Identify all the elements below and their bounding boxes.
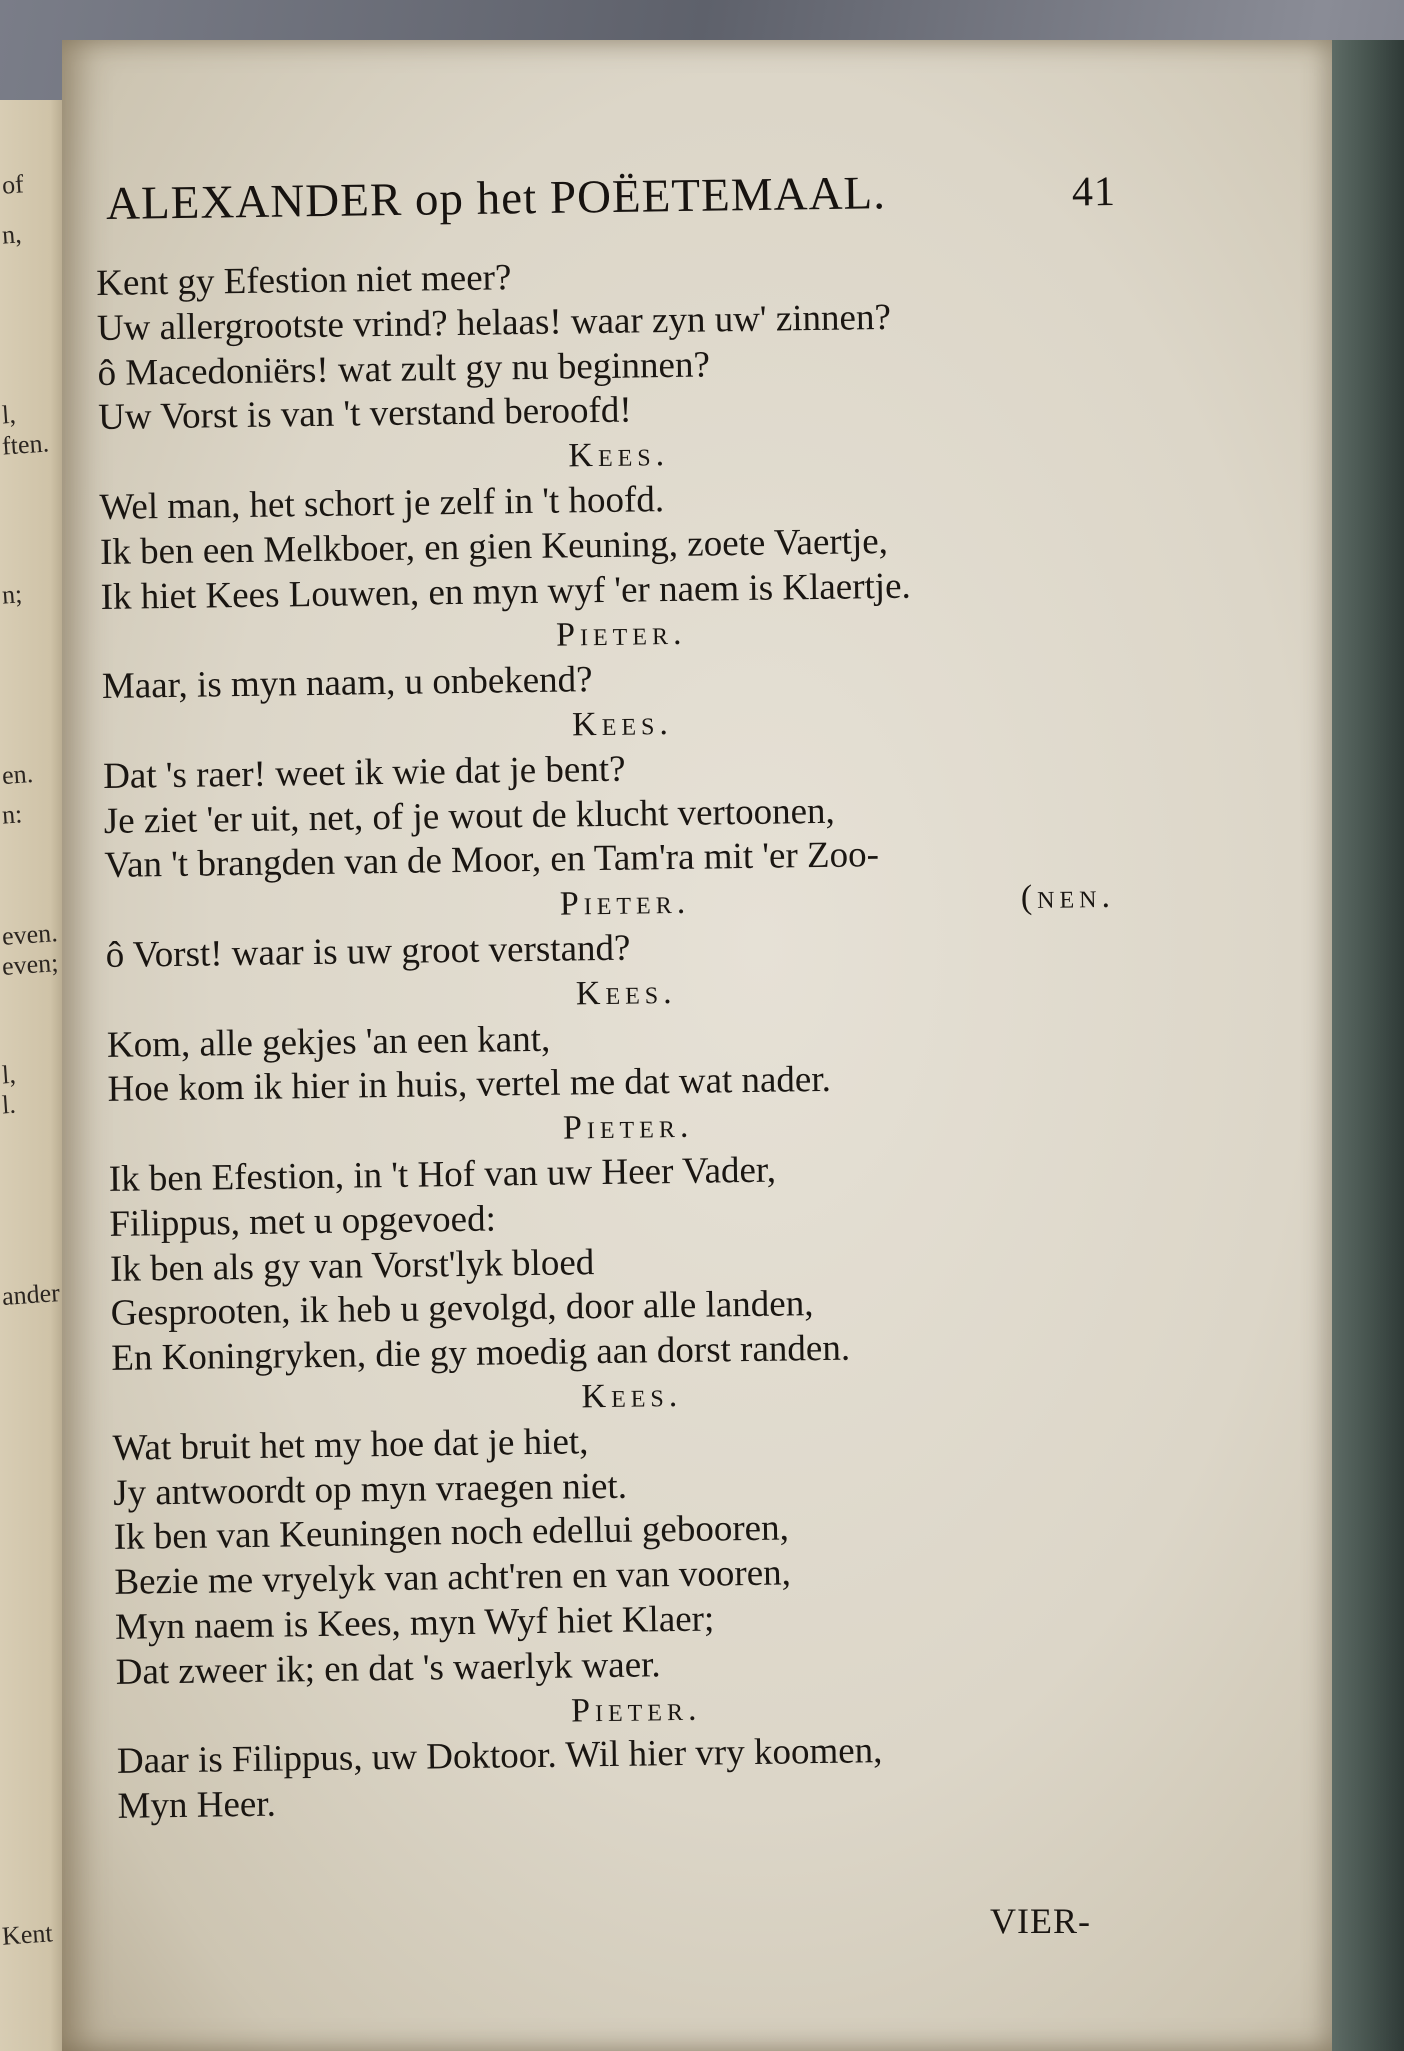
verse-text: Maar, is myn naam, u onbekend?	[101, 659, 593, 708]
facing-page-fragment: l,	[0, 1059, 17, 1090]
speaker-label: Pieter.	[559, 883, 691, 923]
facing-page-fragment: of	[0, 169, 25, 200]
speaker-label: Pieter.	[570, 1690, 702, 1730]
speaker-label: Kees.	[568, 436, 670, 475]
verse-text: Uw Vorst is van 't verstand beroofd!	[97, 389, 632, 439]
verse-text: ô Macedoniërs! wat zult gy nu beginnen?	[97, 344, 711, 394]
verse-text: Kom, alle gekjes 'an een kant,	[106, 1018, 551, 1066]
facing-page-fragment: en.	[0, 758, 34, 791]
facing-page-fragment: ften.	[1, 428, 50, 461]
verse-text: Dat 's raer! weet ik wie dat je bent?	[102, 748, 626, 797]
verse-text: Myn Heer.	[117, 1783, 277, 1827]
facing-page-fragment: n:	[0, 799, 24, 830]
facing-page-fragment: ander	[1, 1278, 61, 1311]
verse-text: Wat bruit het my hoe dat je hiet,	[112, 1420, 589, 1469]
verse-text: Myn naem is Kees, myn Wyf hiet Klaer;	[114, 1598, 715, 1648]
facing-page-fragment: n,	[0, 219, 23, 250]
verse-text: Ik ben van Keuningen noch edellui gebooren,	[113, 1507, 790, 1559]
catchword: VIER-	[990, 1901, 1091, 1941]
verse-text: Je ziet 'er uit, net, of je wout de klucht vertoonen,	[103, 790, 836, 842]
facing-page-fragment: even;	[1, 948, 60, 981]
verse-text: Kent gy Efestion niet meer?	[96, 257, 512, 304]
verse-text: Bezie me vryelyk van acht'ren en van vooren,	[114, 1552, 792, 1603]
verse-text: Wel man, het schort je zelf in 't hoofd.	[99, 479, 665, 528]
speaker-label: Kees.	[571, 704, 674, 744]
text-block	[96, 247, 1158, 1829]
verse-text: Daar is Filippus, uw Doktoor. Wil hier vry koomen,	[116, 1730, 883, 1783]
verse-text: Uw allergrootste vrind? helaas! waar zyn uw' zinnen?	[96, 296, 892, 349]
facing-page-fragment: l,	[0, 399, 17, 430]
page-number: 41	[1071, 168, 1117, 216]
verse-text: Ik ben Efestion, in 't Hof van uw Heer Vader,	[108, 1149, 777, 1200]
verse-text: Ik ben als gy van Vorst'lyk bloed	[109, 1241, 595, 1290]
verse-text: Van 't brangden van de Moor, en Tam'ra mit 'er Zoo-	[104, 834, 880, 887]
speaker-label: Kees.	[581, 1376, 683, 1416]
verse-text: Jy antwoordt op myn vraegen niet.	[112, 1465, 628, 1514]
verse-text: Ik hiet Kees Louwen, en myn wyf 'er naem is Klaertje.	[100, 565, 912, 618]
verse-text: Gesprooten, ik heb u gevolgd, door alle landen,	[110, 1283, 814, 1335]
hanging-word-ending: (nen.	[1020, 877, 1116, 917]
verse-text: En Koningryken, die gy moedig aan dorst randen.	[111, 1327, 851, 1380]
facing-page-fragment: n;	[0, 579, 24, 610]
speaker-label: Pieter.	[555, 615, 687, 654]
verse-text: Hoe kom ik hier in huis, vertel me dat wat nader.	[107, 1059, 832, 1111]
facing-page-fragment: l.	[0, 1089, 17, 1120]
facing-page-fragment: Kent	[1, 1918, 54, 1951]
speaker-label: Pieter.	[562, 1107, 694, 1147]
speaker-label: Kees.	[575, 973, 677, 1013]
verse-text: Dat zweer ik; en dat 's waerlyk waer.	[115, 1643, 661, 1693]
verse-text: ô Vorst! waar is uw groot verstand?	[105, 927, 631, 976]
running-head-title: ALEXANDER op het POËETEMAAL.	[105, 167, 887, 231]
facing-page-fragment: even.	[1, 918, 59, 951]
verse-text: Ik ben een Melkboer, en gien Keuning, zoete Vaertje,	[99, 520, 889, 573]
verse-text: Filippus, met u opgevoed:	[109, 1198, 497, 1245]
